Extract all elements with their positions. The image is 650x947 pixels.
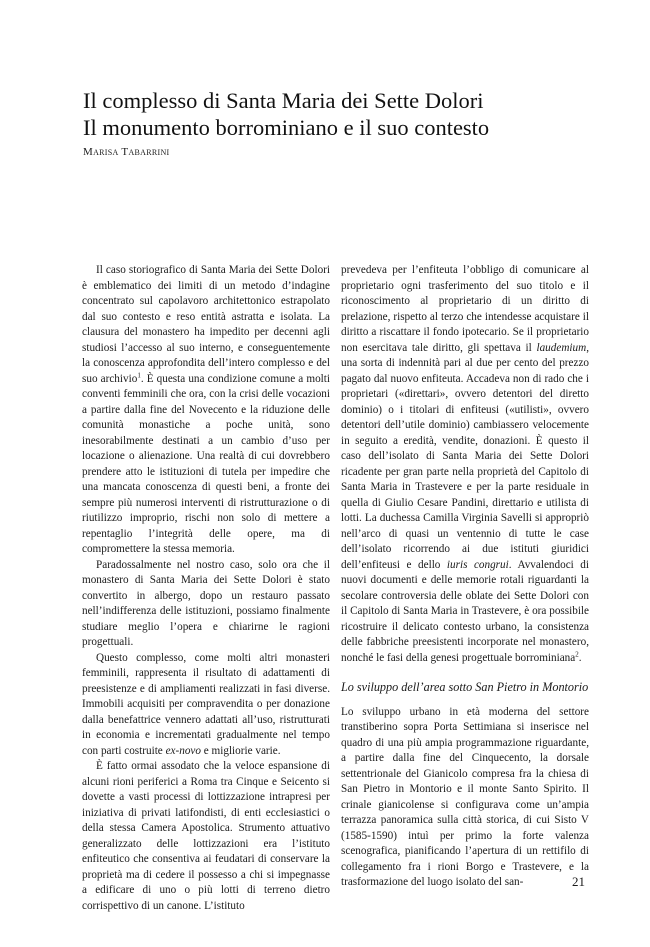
paragraph: Il caso storiografico di Santa Maria dei Sette Dolori è emblematico dei limiti di un metodo d’indagine concentrato sul capolavoro architettonico estrapolato dal suo contesto e reso entità astratta e isolata. La clausura del monastero ha impedito per decenni agli studiosi l’accesso al suo interno, e conseguentemente la conoscenza approfondita dell’intero complesso e del suo archivio$^1$. È questa una condizione comune a molti conventi femminili che ora, con la crisi delle vocazioni a partire dalla fine del Novecento e la riduzione delle comunità monastiche a poche unità, sono inesorabilmente destinati a un cambio d’uso per locazione o alienazione. Una realtà di cui dovrebbero prendere atto le istituzioni di tutela per impedire che una mancata conoscenza di questi beni, a fronte dei sempre più numerosi interventi di ristrutturazione o di riutilizzo improprio, rischi non solo di mettere a repentaglio l’integrità delle opere, ma di compromettere la stessa memoria. xyxy=(82,264,330,555)
paragraph: Lo sviluppo urbano in età moderna del settore transtiberino sopra Porta Settimiana si inserisce nel quadro di una più ampia programmazione riguardante, a partire dalla fine del Cinquecento, la dorsale settentrionale del Gianicolo compresa fra la chiesa di San Pietro in Montorio e il monte Santo Spirito. Il crinale gianicolense si configurava come un’ampia terrazza panoramica sulla città storica, di cui Sisto V (1585-1590) intuì per primo la forte valenza scenografica, pianificando l’apertura di un rettifilo di collegamento fra i rioni Borgo e Trastevere, e la trasformazione del luogo isolato del san- xyxy=(341,705,589,888)
left-column xyxy=(82,263,330,914)
footnote-ref[interactable]: 2 xyxy=(575,649,579,658)
author-name: Marisa Tabarrini xyxy=(83,146,170,158)
page-number: 21 xyxy=(572,874,585,889)
footnote-ref[interactable]: 1 xyxy=(137,370,141,379)
paragraph: prevedeva per l’enfiteuta l’obbligo di comunicare al proprietario ogni trasferimento del suo titolo e il riconoscimento al proprietario di un diritto di prelazione, rispetto al terzo che intendesse acquistare il diritto a riscattare il fondo ipotecario. Se il proprietario non esercitava tale diritto, gli spettava il laudemium, una sorta di indennità pari al due per cento del prezzo pagato dal nuovo enfiteuta. Accadeva non di rado che i proprietari («direttari», ovvero detentori del diretto dominio) o i titolari di enfiteusi («utilisti», ovvero detentori dell’utile dominio) cambiassero velocemente in seguito a eredità, vendite, donazioni. È questo il caso dell’isolato di Santa Maria dei Sette Dolori ricadente per gran parte nella proprietà del Capitolo di Santa Maria in Trastevere e per la parte residuale in quella di Giulio Cesare Pandini, direttario e utilista di lotti. La duchessa Camilla Virginia Savelli si appropriò nell’arco di quasi un ventennio di tutte le case dell’isolato ricorrendo ai due istituti giuridici dell’enfiteusi e dello iuris congrui. Avvalendoci di nuovi documenti e delle memorie rotali riguardanti la secolare controversia delle oblate dei Sette Dolori con il Capitolo di Santa Maria in Trastevere, è ora possibile ricostruire il delicato contesto urbano, la consistenza delle fabbriche preesistenti incorporate nel monastero, nonché le fasi della genesi progettuale borrominiana$^2$. xyxy=(341,264,589,664)
title-line-1: Il complesso di Santa Maria dei Sette Dolori xyxy=(83,88,484,113)
paragraph: È fatto ormai assodato che la veloce espansione di alcuni rioni periferici a Roma tra Cinque e Seicento si dovette a vasti processi di lottizzazione intrapresi per iniziativa di privati latifondisti, di enti ecclesiastici o della stessa Camera Apostolica. Strumento attuativo generalizzato delle lottizzazioni era l’istituto enfiteutico che consentiva ai feudatari di conservare la proprietà ma di cedere il possesso a chi si impegnasse a edificare di uno o più lotti di terreno dietro corrispettivo di un canone. L’istituto xyxy=(82,760,330,912)
paragraph: Paradossalmente nel nostro caso, solo ora che il monastero di Santa Maria dei Sette Dolori è stato convertito in albergo, dopo un restauro passato nell’indifferenza delle istituzioni, possiamo finalmente studiare meglio l’opera e chiarirne le ragioni progettuali. xyxy=(82,558,330,648)
title-line-2: Il monumento borrominiano e il suo contesto xyxy=(83,115,490,140)
section-heading: Lo sviluppo dell’area sotto San Pietro in Montorio xyxy=(341,680,589,694)
article-title xyxy=(83,87,603,141)
paragraph: Questo complesso, come molti altri monasteri femminili, rappresenta il risultato di adattamenti di preesistenze e di ampliamenti realizzati in fasi diverse. Immobili acquisiti per compravendita o per donazione dalla benefattrice vennero adattati all’uso, ristrutturati in economia e incrementati gradualmente nel tempo con parti costruite ex-novo e migliorie varie. xyxy=(82,651,330,757)
right-column xyxy=(341,263,589,891)
